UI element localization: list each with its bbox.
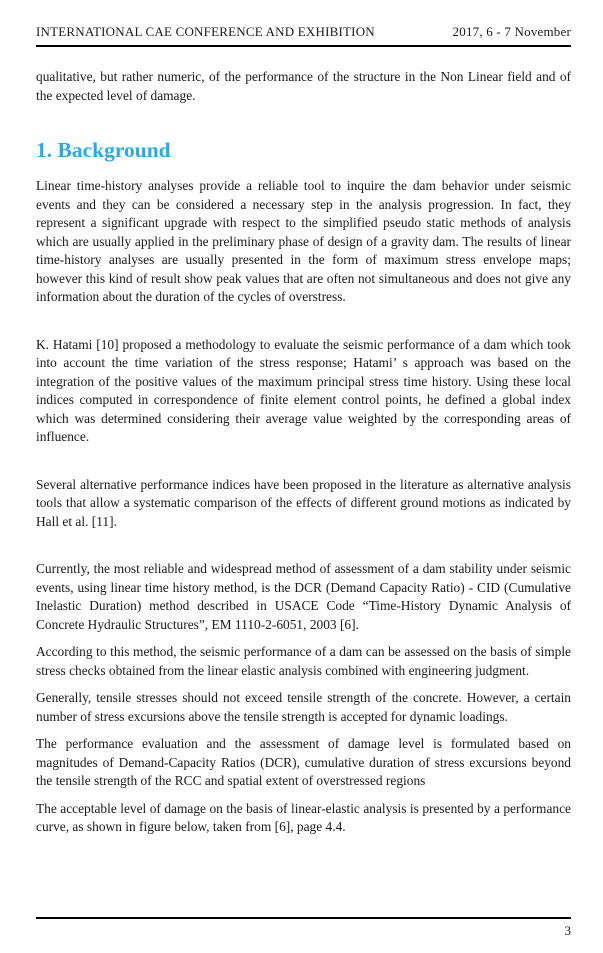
- running-header-date: 2017, 6 - 7 November: [452, 24, 571, 39]
- section-heading: 1. Background: [36, 138, 171, 162]
- paragraph-dcr-cid: Currently, the most reliable and widespread method of assessment of a dam stability under seismic events, using linear time history method, is the DCR (Demand Capacity Ratio) - CID (Cumulative Inelastic Duration) method described in USACE Code “Time-History Dynamic Analysis of Concrete Hydraulic Structures”, EM 1110-2-6051, 2003 [6].: [36, 561, 571, 632]
- paragraph-alternative-indices: Several alternative performance indices have been proposed in the literature as alternative analysis tools that allow a systematic comparison of the effects of different ground motions as indicated by Hall et al. [11].: [36, 476, 571, 529]
- paragraph-tensile-stresses: Generally, tensile stresses should not exceed tensile strength of the concrete. However, a certain number of stress excursions above the tensile strength is accepted for dynamic loadings.: [36, 690, 571, 724]
- paragraph-linear-time-history: Linear time-history analyses provide a reliable tool to inquire the dam behavior under seismic events and they can be considered a necessary step in the analysis progression. In fact, they represent a significant upgrade with respect to the simplified pseudo static methods of analysis which are usually applied in the preliminary phase of design of a gravity dam. The results of linear time-history analyses are usually presented in the form of maximum stress envelope maps; however this kind of result show peak values that are often not simultaneous and does not give any information about the duration of the cycles of overstress.: [36, 178, 571, 304]
- paragraph-performance-evaluation: The performance evaluation and the assessment of damage level is formulated based on magnitudes of Demand-Capacity Ratios (DCR), cumulative duration of stress excursions beyond the tensile strength of the RCC and spatial extent of overstressed regions: [36, 736, 571, 788]
- paragraph-intro: qualitative, but rather numeric, of the performance of the structure in the Non Linear field and of the expected level of damage.: [36, 69, 571, 103]
- running-header-title: INTERNATIONAL CAE CONFERENCE AND EXHIBITION: [36, 24, 375, 39]
- paragraph-hatami: K. Hatami [10] proposed a methodology to evaluate the seismic performance of a dam which took into account the time variation of the stress response; Hatami’ s approach was based on the integration of the positive values of the maximum principal stress time history. Using these local indices computed in correspondence of finite element control points, he defined a global index which was determined considering their average value weighted by the corresponding areas of influence.: [36, 336, 571, 444]
- paragraph-simple-stress-checks: According to this method, the seismic performance of a dam can be assessed on the basis of simple stress checks obtained from the linear elastic analysis combined with engineering judgment.: [36, 644, 571, 678]
- page-footer: [36, 917, 571, 939]
- page-header: [36, 24, 571, 47]
- page-number: 3: [564, 923, 571, 938]
- paragraph-acceptable-damage: The acceptable level of damage on the basis of linear-elastic analysis is presented by a performance curve, as shown in figure below, taken from [6], page 4.4.: [36, 800, 571, 834]
